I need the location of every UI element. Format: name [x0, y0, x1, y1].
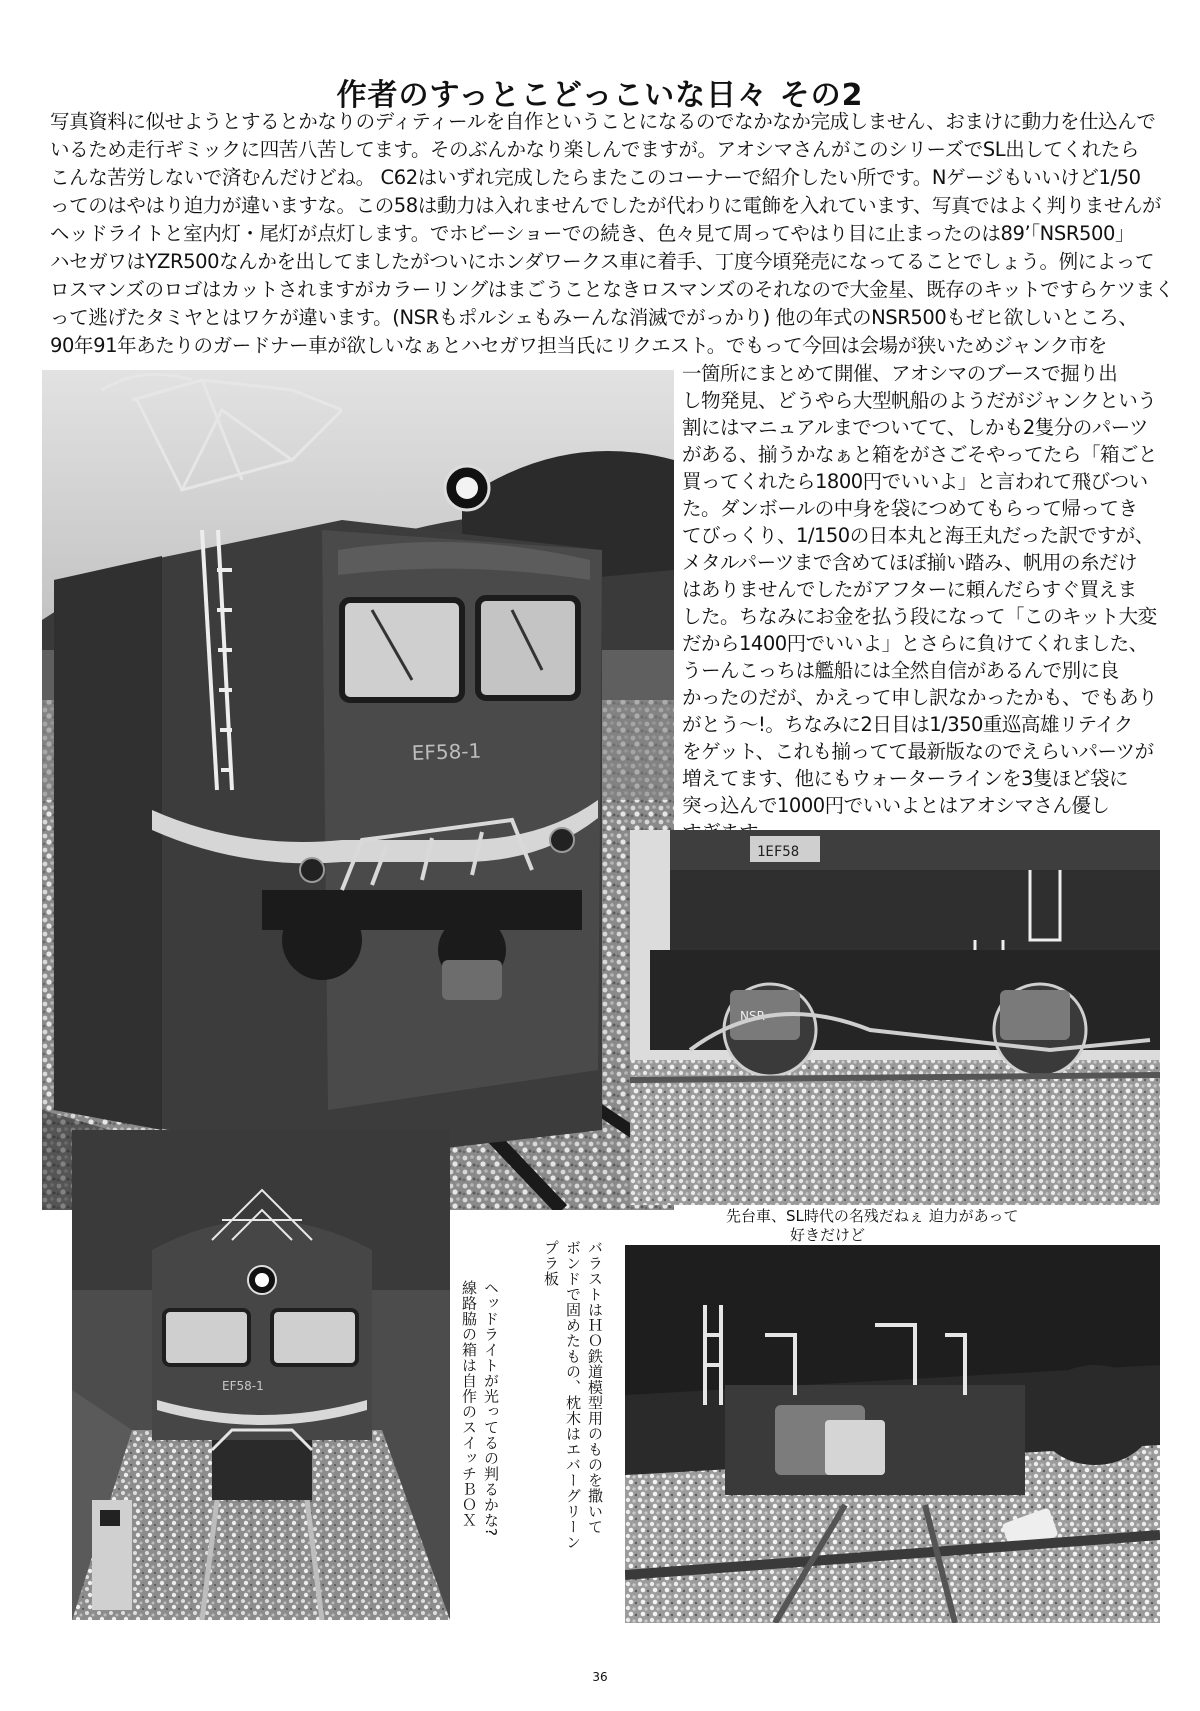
side-line: 突っ込んで1000円でいいよとはアオシマさん優し — [682, 794, 1110, 817]
ballast-caption-line: バラストはＨＯ鉄道模型用のものを撒いて — [586, 1240, 604, 1535]
bogie-caption-line: 好きだけど — [790, 1226, 866, 1244]
ballast-caption-line: プラ板 — [542, 1240, 560, 1287]
article-title: 作者のすっとこどっこいな日々 その2 — [336, 78, 864, 113]
body-line: ハセガワはYZR500なんかを出してましたがついにホンダワークス車に着手、丁度今頃発売になってることでしょう。例によって — [50, 250, 1155, 273]
body-line: って逃げたタミヤとはワケが違います。(NSRもポルシェもみーんな消滅でがっかり) 他の年式のNSR500もゼヒ欲しいところ、 — [50, 306, 1138, 329]
bogie-badge-label: NSR — [740, 1009, 765, 1023]
side-line: がある、揃うかなぁと箱をがさごそやってたら「箱ごと — [682, 443, 1158, 466]
bogie-caption-line: 先台車、SL時代の名残だねぇ 迫力があって — [726, 1207, 1019, 1225]
body-line: ヘッドライトと室内灯・尾灯が点灯します。でホビーショーでの続き、色々見て周ってやはり目に止まったのは89’「NSR500」 — [50, 222, 1135, 245]
body-line: ロスマンズのロゴはカットされますがカラーリングはまごうことなきロスマンズのそれなので大金星、既存のキットですらケツまく — [50, 278, 1174, 301]
coupler-photo — [625, 1245, 1160, 1623]
side-line: がとう～!。ちなみに2日目は1/350重巡高雄リテイク — [682, 713, 1133, 736]
body-line: いるため走行ギミックに四苦八苦してます。そのぶんかなり楽しんでますが。アオシマさんがこのシリーズでSL出してくれたら — [50, 138, 1139, 161]
headlight-caption-line: ヘッドライトが光ってるの判るかな? — [482, 1280, 500, 1537]
locomotive-main-photo — [42, 370, 674, 1210]
side-line: 買ってくれたら1800円でいいよ」と言われて飛びつい — [682, 470, 1148, 493]
side-line: をゲット、これも揃ってて最新版なのでえらいパーツが — [682, 740, 1154, 763]
side-line: メタルパーツまで含めてほぼ揃い踏み、帆用の糸だけ — [682, 551, 1138, 574]
side-line: た。ダンボールの中身を袋につめてもらって帰ってき — [682, 497, 1138, 520]
body-line: 90年91年あたりのガードナー車が欲しいなぁとハセガワ担当氏にリクエスト。でもって今回は会場が狭いためジャンク市を — [50, 334, 1108, 357]
svg-text:1EF58: 1EF58 — [757, 844, 800, 860]
headlight-caption-line: 線路脇の箱は自作のスイッチＢＯＸ — [460, 1280, 478, 1528]
body-line: ってのはやはり迫力が違いますな。この58は動力は入れませんでしたが代わりに電飾を入れています、写真ではよく判りませんが — [50, 194, 1162, 217]
side-line: てびっくり、1/150の日本丸と海王丸だった訳ですが、 — [682, 524, 1154, 547]
side-line: 割にはマニュアルまでついてて、しかも2隻分のパーツ — [682, 416, 1148, 439]
side-line: し物発見、どうやら大型帆船のようだがジャンクという — [682, 389, 1157, 412]
side-line: はありませんでしたがアフターに頼んだらすぐ買えま — [682, 578, 1137, 601]
side-line: 一箇所にまとめて開催、アオシマのブースで掘り出 — [682, 362, 1118, 385]
front-view-photo — [72, 1130, 450, 1620]
bogie-photo — [630, 830, 1160, 1205]
side-line: だから1400円でいいよ」とさらに負けてくれました、 — [682, 632, 1148, 655]
side-line: 増えてます、他にもウォーターラインを3隻ほど袋に — [682, 767, 1128, 790]
locomotive-number-plate: EF58-1 — [411, 738, 482, 765]
side-line: した。ちなみにお金を払う段になって「このキット大変 — [682, 605, 1157, 628]
body-line: 写真資料に似せようとするとかなりのディティールを自作ということになるのでなかなか完成しません、おまけに動力を仕込んで — [50, 110, 1156, 133]
side-line: うーんこっちは艦船には全然自信があるんで別に良 — [682, 659, 1119, 682]
ballast-caption-line: ボンドで固めたもの、枕木はエバーグリーン — [564, 1240, 582, 1550]
front-number-plate: EF58-1 — [222, 1379, 264, 1393]
page-number: 36 — [592, 1670, 608, 1684]
body-line: こんな苦労しないで済むんだけどね。 C62はいずれ完成したらまたこのコーナーで紹介したい所です。Nゲージもいいけど1/50 — [50, 166, 1141, 189]
side-line: かったのだが、かえって申し訳なかったかも、でもあり — [682, 686, 1158, 709]
